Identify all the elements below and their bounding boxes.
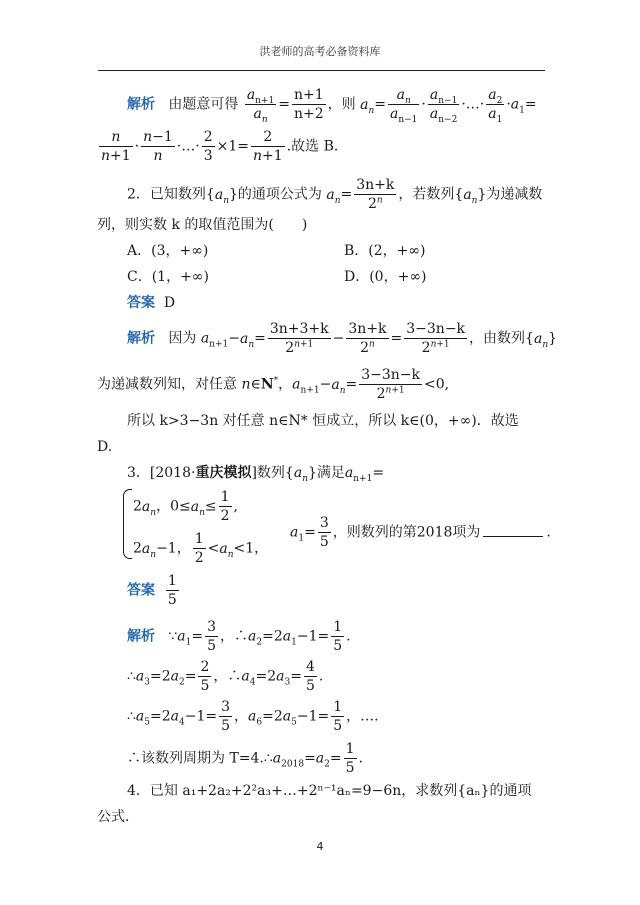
fraction: $\frac{4}{5}$ <box>305 659 315 694</box>
analysis-label: 解析 <box>127 330 155 347</box>
fraction: $\frac{n-1}{n}$ <box>143 129 173 164</box>
fraction: $\frac{a_{n+1}}{a_n}$ <box>246 87 275 125</box>
source-tag: 重庆模拟 <box>195 465 252 481</box>
answer-label: 答案 <box>127 582 155 599</box>
q3-given: $a_1=$ $\frac{3}{5}$ ，则数列的第2018项为 . <box>290 515 551 550</box>
q2-option-b: B．(2，+∞) <box>344 243 426 259</box>
q2-analysis-line1: 解析 因为 $a_{n+1}-a_n=$ $\frac{3n+3+k}{2^{n+1}}$ − $\frac{3n+k}{2^n}$ = $\frac{3-3n-k}{2^{n+1}}$ ，由数列$\{a_n\}$ <box>127 321 558 356</box>
fraction: $\frac{3}{5}$ <box>221 699 231 734</box>
page-number: 4 <box>316 840 324 853</box>
fraction: $\frac{3-3n-k}{2^{n+1}}$ <box>361 367 420 402</box>
fraction: $\frac{a_2}{a_1}$ <box>488 87 503 125</box>
q3-analysis-line3: $\therefore a_5=2a_4-1=$ $\frac{3}{5}$ ，$a_6=2a_5-1=$ $\frac{1}{5}$ ，…. <box>127 699 379 734</box>
piecewise-brace <box>123 489 132 559</box>
q1-analysis-line1: 解析 由题意可得 $\frac{a_{n+1}}{a_n}$ = $\frac{n+1}{n+2}$ ，则 $a_n=$ $\frac{a_n}{a_{n-1}}$ · $\frac{a_{n-1}}{a_{n-2}}$ ·…· $\frac{a_2}{a_1}$ $\cdot a_1=$ <box>127 87 537 125</box>
fraction: $\frac{1}{5}$ <box>333 619 343 654</box>
q3-case1: $2a_n$，$0\le a_n\le$ $\frac{1}{2}$ , <box>133 489 238 524</box>
fraction: $\frac{3-3n-k}{2^{n+1}}$ <box>406 321 466 356</box>
fraction: $\frac{2}{n+1}$ <box>253 129 283 164</box>
analysis-label: 解析 <box>127 96 155 113</box>
fraction: $\frac{3n+3+k}{2^{n+1}}$ <box>269 321 329 356</box>
fraction: $\frac{1}{5}$ <box>167 573 177 608</box>
q3-analysis-line1: 解析 $\because a_1=$ $\frac{3}{5}$ ，$\therefore a_2=2a_1-1=$ $\frac{1}{5}$ . <box>127 619 351 654</box>
q2-analysis-line3: 所以 k>3−3n 对任意 n∈N* 恒成立，所以 k∈(0，+∞)．故选 <box>127 413 519 429</box>
fraction: $\frac{2}{3}$ <box>203 129 213 164</box>
fraction: $\frac{a_n}{a_{n-1}}$ <box>389 87 418 125</box>
q3-case2: $2a_n-1$， $\frac{1}{2}$ $<a_n<1$， <box>133 531 269 566</box>
q2-analysis-line2: 为递减数列知，对任意 n∈N*，$a_{n+1}-a_n=$ $\frac{3-3n-k}{2^{n+1}}$ <0, <box>97 367 450 402</box>
page-header: 洪老师的高考必备资料库 <box>259 45 381 58</box>
q2-option-d: D．(0，+∞) <box>344 269 427 285</box>
q3-stem-line1: 3．[2018·重庆模拟]数列$\{a_n\}$满足$a_{n+1}=$ <box>127 465 385 484</box>
fraction: $\frac{a_{n-1}}{a_{n-2}}$ <box>429 87 458 125</box>
header-rule <box>98 70 545 71</box>
q2-analysis-line4: D. <box>97 439 113 455</box>
answer-blank <box>483 536 543 537</box>
q3-analysis-line4: ∴该数列周期为 $T=4.\therefore a_{2018}=a_2=$ $\frac{1}{5}$ . <box>127 741 363 776</box>
q2-stem-line1: 2．已知数列$\{a_n\}$的通项公式为 $a_n=$ $\frac{3n+k}{2^n}$ ，若数列$\{a_n\}$为递减数 <box>127 177 543 212</box>
fraction: $\frac{1}{2}$ <box>194 531 204 566</box>
q4-stem-line1: 4．已知 a₁+2a₂+2²a₃+…+2ⁿ⁻¹aₙ=9−6n，求数列{aₙ}的通项 <box>127 783 532 799</box>
analysis-label: 解析 <box>127 628 155 645</box>
q2-answer: 答案 D <box>127 295 176 311</box>
q2-stem-line2: 列，则实数 k 的取值范围为( ) <box>97 217 308 233</box>
fraction: $\frac{1}{2}$ <box>220 489 230 524</box>
q3-analysis-line2: $\therefore a_3=2a_2=$ $\frac{2}{5}$ ，$\therefore a_4=2a_3=$ $\frac{4}{5}$ . <box>127 659 324 694</box>
q1-analysis-line2: $\frac{n}{n+1}$ · $\frac{n-1}{n}$ ·…· $\frac{2}{3}$ ×1= $\frac{2}{n+1}$ .故选 B. <box>101 129 339 164</box>
q3-answer <box>127 574 181 607</box>
fraction: $\frac{3n+k}{2^n}$ <box>356 177 395 212</box>
fraction: $\frac{n+1}{n+2}$ <box>293 87 324 122</box>
fraction: $\frac{2}{5}$ <box>200 659 210 694</box>
fraction: $\frac{1}{5}$ <box>345 741 355 776</box>
q2-option-a: A．(3，+∞) <box>127 243 209 259</box>
fraction: $\frac{n}{n+1}$ <box>101 129 131 164</box>
fraction: $\frac{3n+k}{2^n}$ <box>348 321 387 356</box>
fraction: $\frac{1}{5}$ <box>333 699 343 734</box>
fraction: $\frac{3}{5}$ <box>207 619 217 654</box>
q4-stem-line2: 公式. <box>97 809 130 825</box>
answer-label: 答案 <box>127 295 155 311</box>
q2-option-c: C．(1，+∞) <box>127 269 209 285</box>
fraction: $\frac{3}{5}$ <box>319 515 329 550</box>
